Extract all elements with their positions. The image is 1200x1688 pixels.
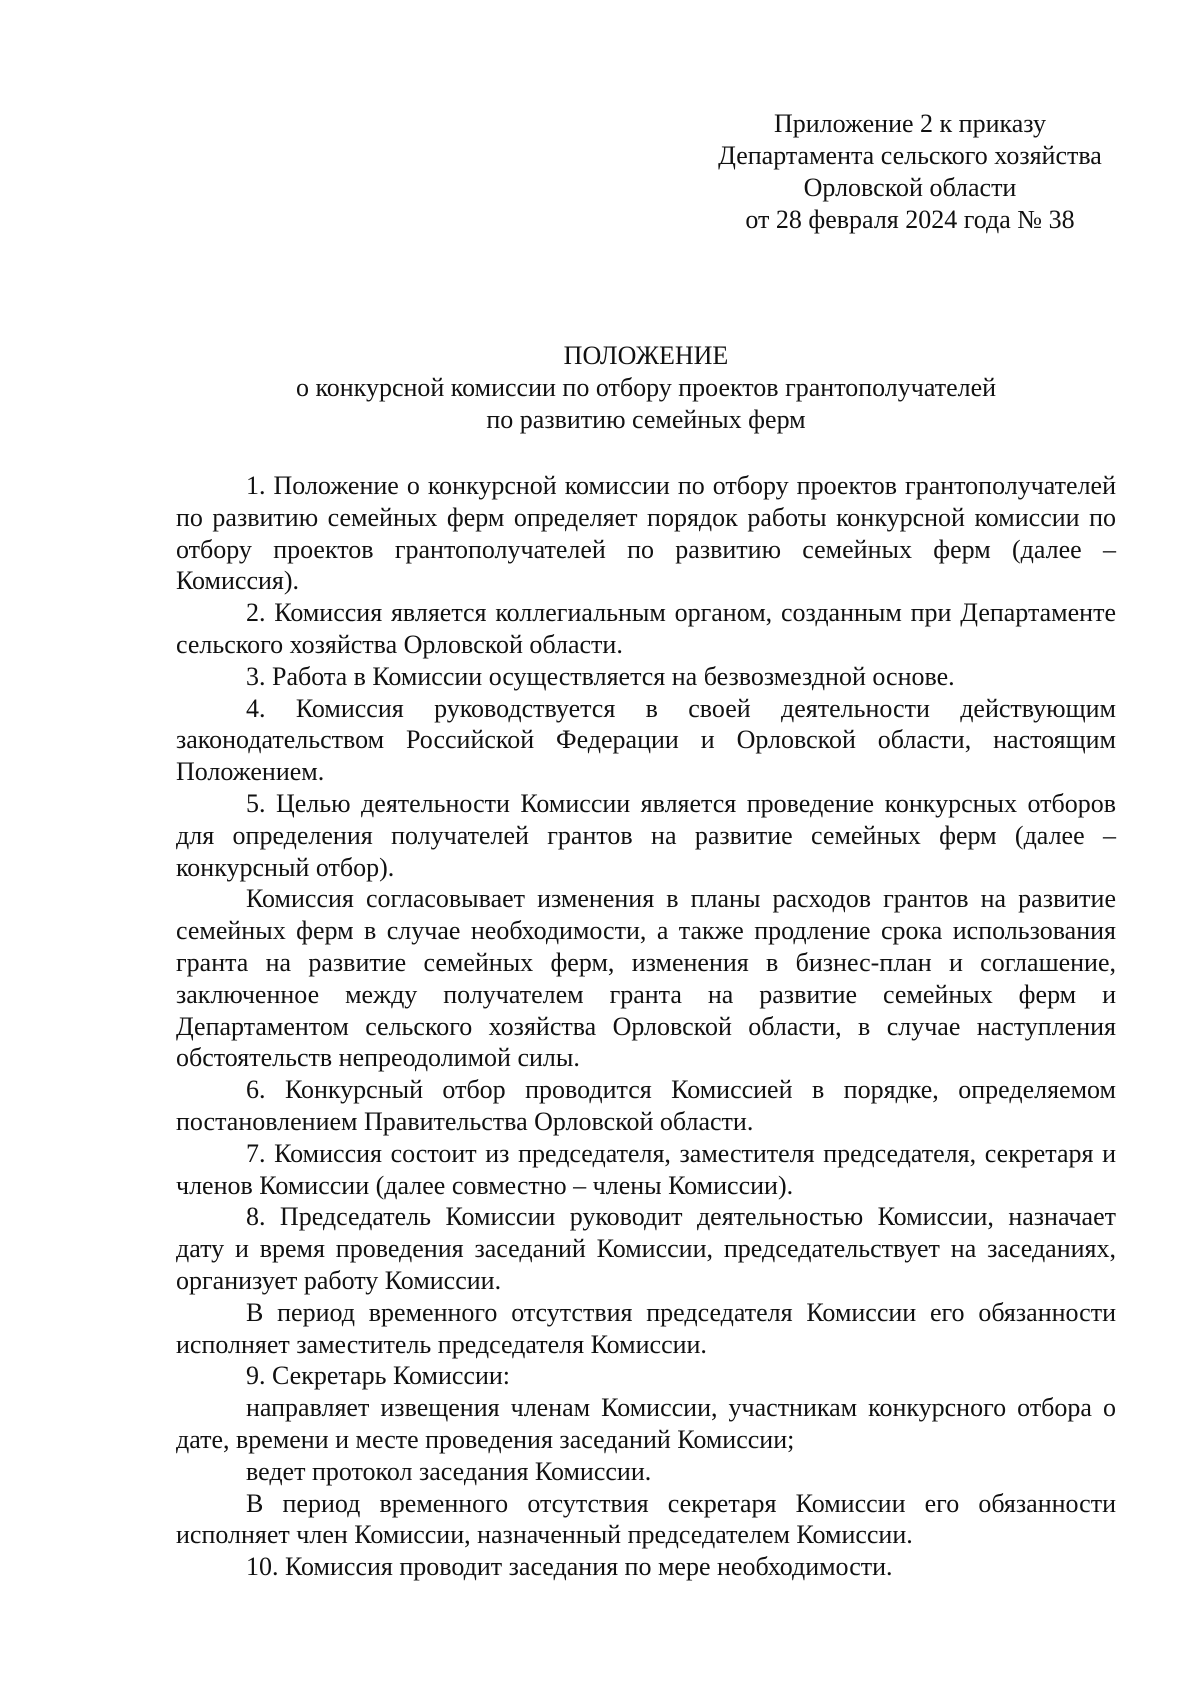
appendix-line: Департамента сельского хозяйства [718,141,1102,170]
document-body [176,470,1116,1583]
paragraph: 9. Секретарь Комиссии: [246,1361,510,1391]
document-subtitle: по развитию семейных ферм [486,405,806,434]
paragraph: 2. Комиссия является коллегиальным органом, созданным при Департаменте сельского хозяйства Орловской области. [176,598,1116,659]
paragraph: 10. Комиссия проводит заседания по мере необходимости. [246,1552,893,1582]
document-title [176,340,1116,436]
appendix-line: Орловской области [803,173,1017,202]
paragraph: 8. Председатель Комиссии руководит деятельностью Комиссии, назначает дату и время проведения заседаний Комиссии, председательствует на заседаниях, организует работу Комиссии. [176,1202,1116,1295]
paragraph: 4. Комиссия руководствуется в своей деятельности действующим законодательством Российской Федерации и Орловской области, настоящим Положением. [176,693,1116,787]
paragraph: 1. Положение о конкурсной комиссии по отбору проектов грантополучателей по развитию семейных ферм определяет порядок работы конкурсной комиссии по отбору проектов грантополучателей по развитию семейных ферм (далее – Комиссия). [176,471,1116,596]
paragraph: 3. Работа в Комиссии осуществляется на безвозмездной основе. [246,661,955,691]
document-subtitle: о конкурсной комиссии по отбору проектов грантополучателей [295,373,997,402]
paragraph: В период временного отсутствия председателя Комиссии его обязанности исполняет заместитель председателя Комиссии. [176,1297,1116,1359]
paragraph: 5. Целью деятельности Комиссии является проведение конкурсных отборов для определения получателей грантов на развитие семейных ферм (далее – конкурсный отбор). [176,788,1116,882]
paragraph: Комиссия согласовывает изменения в планы расходов грантов на развитие семейных ферм в случае необходимости, а также продление срока использования гранта на развитие семейных ферм, изменения в бизнес-план и соглашение, заключенное между получателем гранта на развитие семейных ферм и Департаментом сельского хозяйства Орловской области, в случае наступления обстоятельств непреодолимой силы. [176,884,1116,1073]
document-heading: ПОЛОЖЕНИЕ [563,341,729,370]
appendix-date-number: от 28 февраля 2024 года № 38 [745,205,1075,234]
appendix-line: Приложение 2 к приказу [773,109,1046,138]
appendix-reference [700,108,1120,236]
paragraph: 6. Конкурсный отбор проводится Комиссией в порядке, определяемом постановлением Правительства Орловской области. [176,1075,1116,1136]
paragraph: В период временного отсутствия секретаря Комиссии его обязанности исполняет член Комиссии, назначенный председателем Комиссии. [176,1488,1116,1550]
paragraph: направляет извещения членам Комиссии, участникам конкурсного отбора о дате, времени и месте проведения заседаний Комиссии; [176,1393,1116,1454]
paragraph: ведет протокол заседания Комиссии. [246,1456,652,1486]
paragraph: 7. Комиссия состоит из председателя, заместителя председателя, секретаря и членов Комиссии (далее совместно – члены Комиссии). [176,1138,1116,1200]
